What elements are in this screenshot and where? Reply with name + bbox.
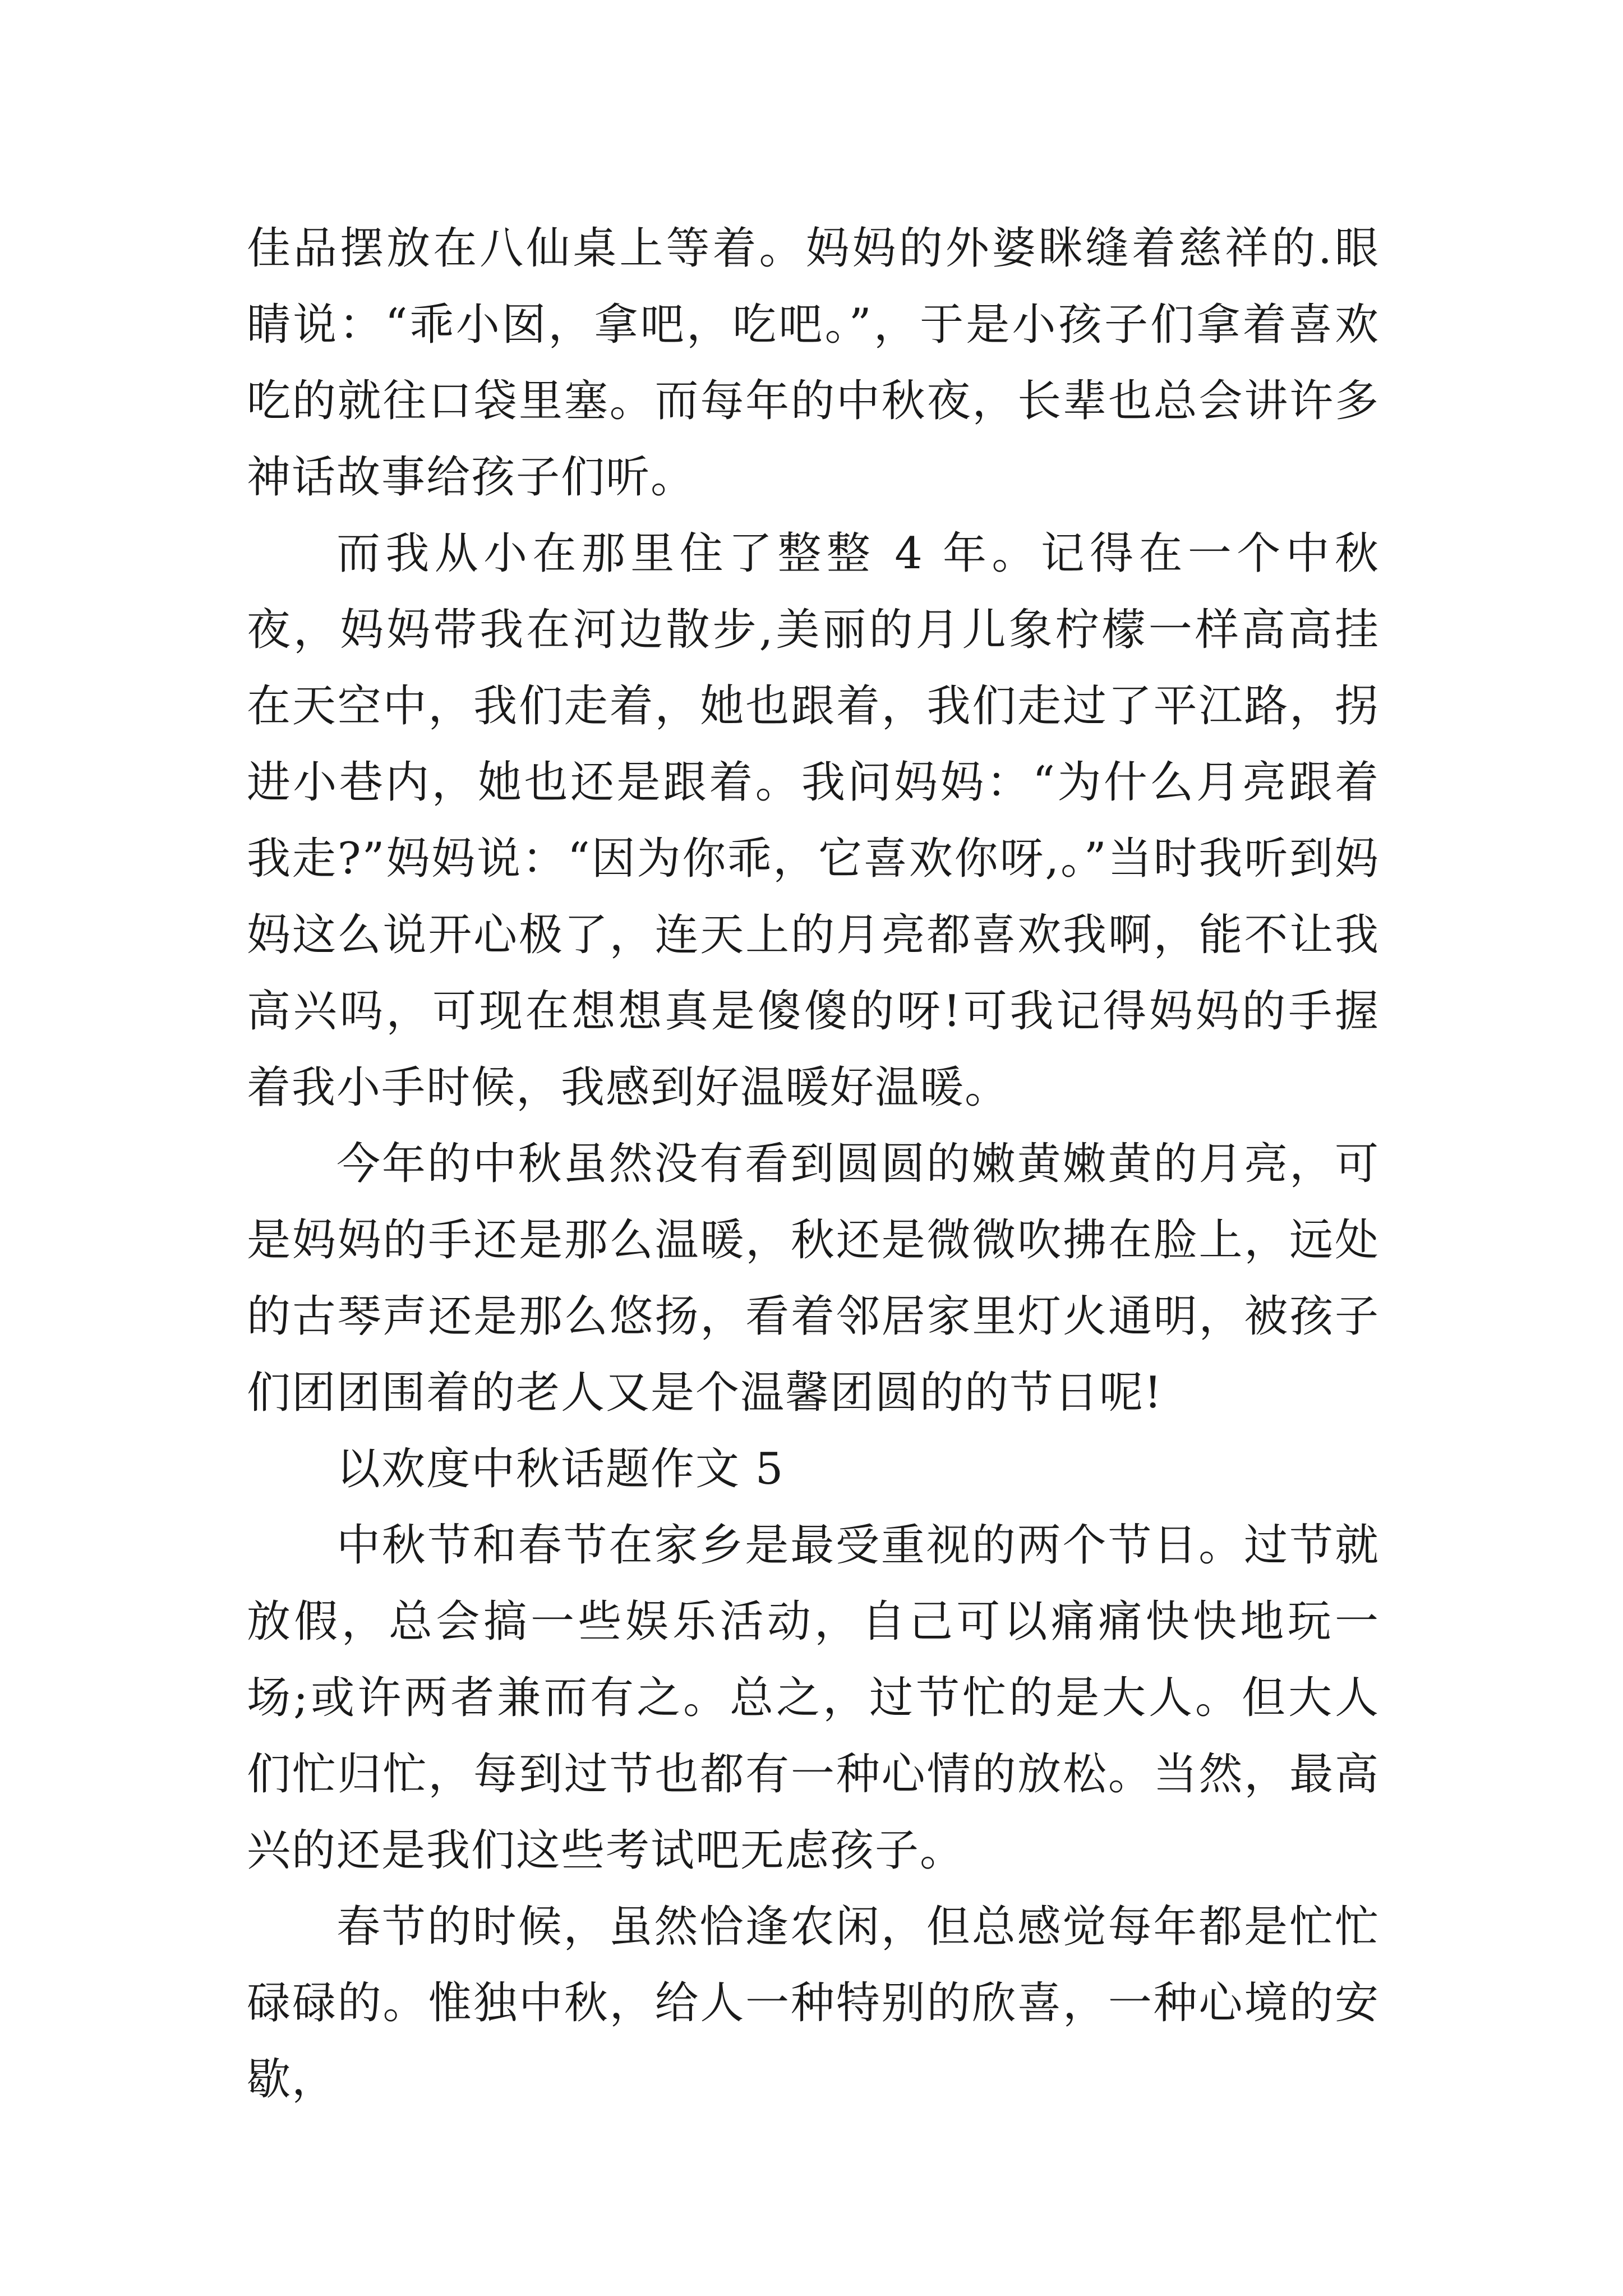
document-body: [247, 210, 1380, 2118]
paragraph-continuation: 佳品摆放在八仙桌上等着。妈妈的外婆眯缝着慈祥的.眼睛说：“乖小囡，拿吧，吃吧。”，于是小孩子们拿着喜欢吃的就往口袋里塞。而每年的中秋夜，长辈也总会讲许多神话故事给孩子们听。: [247, 223, 1380, 503]
paragraph-festivals: 中秋节和春节在家乡是最受重视的两个节日。过节就放假，总会搞一些娱乐活动，自己可以痛痛快快地玩一场;或许两者兼而有之。总之，过节忙的是大人。但大人们忙归忙，每到过节也都有一种心情的放松。当然，最高兴的还是我们这些考试吧无虑孩子。: [247, 1520, 1380, 1876]
essay-title: 以欢度中秋话题作文 5: [336, 1444, 785, 1494]
paragraph-spring-festival: 春节的时候，虽然恰逢农闲，但总感觉每年都是忙忙碌碌的。惟独中秋，给人一种特别的欣喜，一种心境的安歇，: [247, 1902, 1380, 2105]
paragraph-memory: 而我从小在那里住了整整 4 年。记得在一个中秋夜，妈妈带我在河边散步,美丽的月儿象柠檬一样高高挂在天空中，我们走着，她也跟着，我们走过了平江路，拐进小巷内，她也还是跟着。我问妈妈：“为什么月亮跟着我走?”妈妈说：“因为你乖，它喜欢你呀,。”当时我听到妈妈这么说开心极了，连天上的月亮都喜欢我啊，能不让我高兴吗，可现在想想真是傻傻的呀!可我记得妈妈的手握着我小手时候，我感到好温暖好温暖。: [247, 528, 1380, 1113]
paragraph-this-year: 今年的中秋虽然没有看到圆圆的嫩黄嫩黄的月亮，可是妈妈的手还是那么温暖，秋还是微微吹拂在脸上，远处的古琴声还是那么悠扬，看着邻居家里灯火通明，被孩子们团团围着的老人又是个温馨团圆的的节日呢!: [247, 1139, 1380, 1418]
